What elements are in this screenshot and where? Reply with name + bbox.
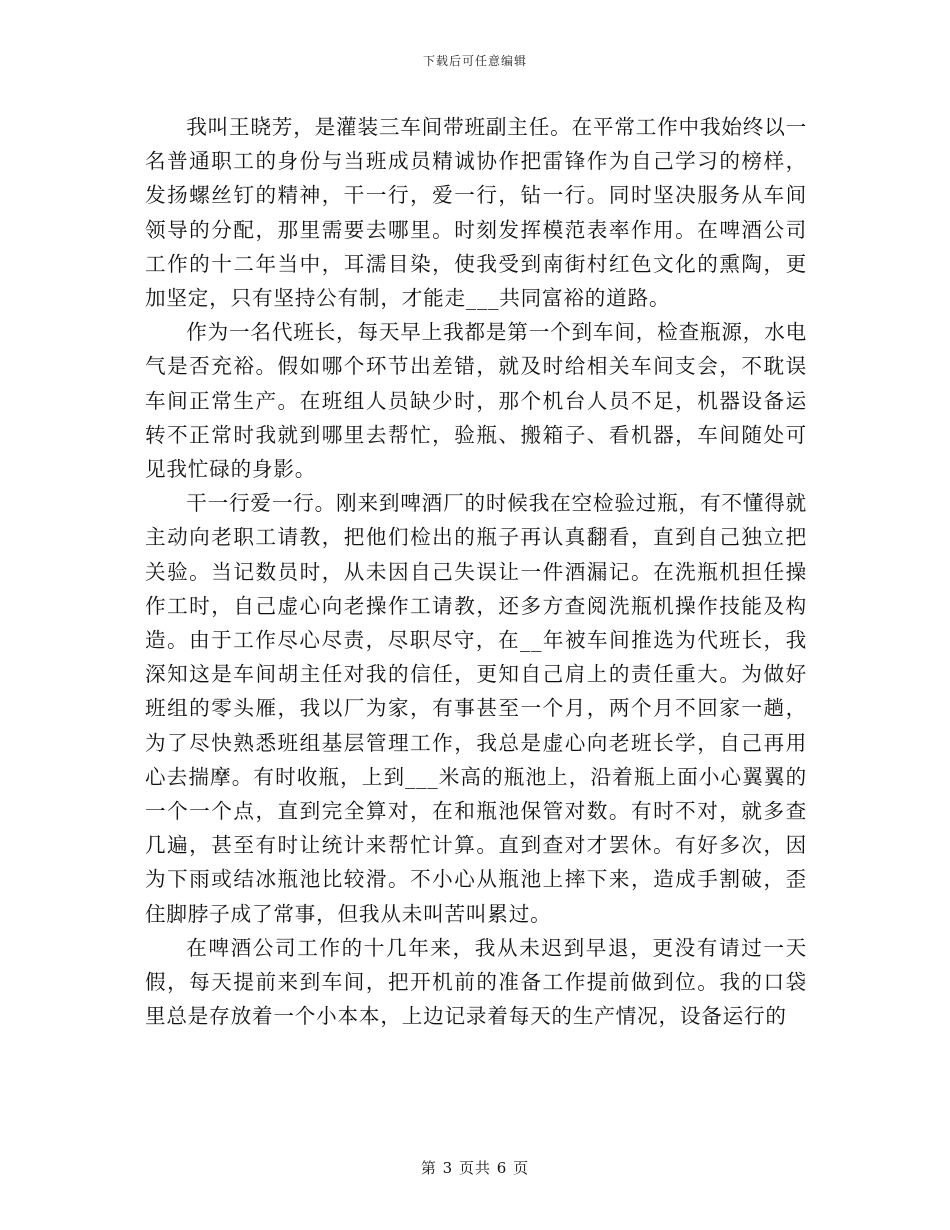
paragraph-1: 我叫王晓芳，是灌装三车间带班副主任。在平常工作中我始终以一名普通职工的身份与当班成员精诚协作把雷锋作为自己学习的榜样，发扬螺丝钉的精神，干一行，爱一行，钻一行。同时坚决服务从车间领导的分配，那里需要去哪里。时刻发挥模范表率作用。在啤酒公司工作的十二年当中，耳濡目染，使我受到南街村红色文化的熏陶，更加坚定，只有坚持公有制，才能走___共同富裕的道路。 [145, 115, 807, 311]
document-body [145, 110, 807, 1033]
page-footer: 第 3 页共 6 页 [420, 1159, 530, 1177]
paragraph-2: 作为一名代班长，每天早上我都是第一个到车间，检查瓶源，水电气是否充裕。假如哪个环节出差错，就及时给相关车间支会，不耽误车间正常生产。在班组人员缺少时，那个机台人员不足，机器设备运转不正常时我就到哪里去帮忙，验瓶、搬箱子、看机器，车间随处可见我忙碌的身影。 [145, 320, 807, 482]
paragraph-4: 在啤酒公司工作的十几年来，我从未迟到早退，更没有请过一天假，每天提前来到车间，把开机前的准备工作提前做到位。我的口袋里总是存放着一个小本本，上边记录着每天的生产情况，设备运行的 [145, 935, 807, 1029]
page-header: 下载后可任意编辑 [422, 54, 527, 68]
paragraph-3: 干一行爱一行。刚来到啤酒厂的时候我在空检验过瓶，有不懂得就主动向老职工请教，把他们检出的瓶子再认真翻看，直到自己独立把关验。当记数员时，从未因自己失误让一件酒漏记。在洗瓶机担任操作工时，自己虚心向老操作工请教，还多方查阅洗瓶机操作技能及构造。由于工作尽心尽责，尽职尽守，在__年被车间推选为代班长，我深知这是车间胡主任对我的信任，更知自己肩上的责任重大。为做好班组的零头雁，我以厂为家，有事甚至一个月，两个月不回家一趟，为了尽快熟悉班组基层管理工作，我总是虚心向老班长学，自己再用心去揣摩。有时收瓶，上到___米高的瓶池上，沿着瓶上面小心翼翼的一个一个点，直到完全算对，在和瓶池保管对数。有时不对，就多查几遍，甚至有时让统计来帮忙计算。直到查对才罢休。有好多次，因为下雨或结冰瓶池比较滑。不小心从瓶池上摔下来，造成手割破，歪住脚脖子成了常事，但我从未叫苦叫累过。 [145, 491, 807, 926]
